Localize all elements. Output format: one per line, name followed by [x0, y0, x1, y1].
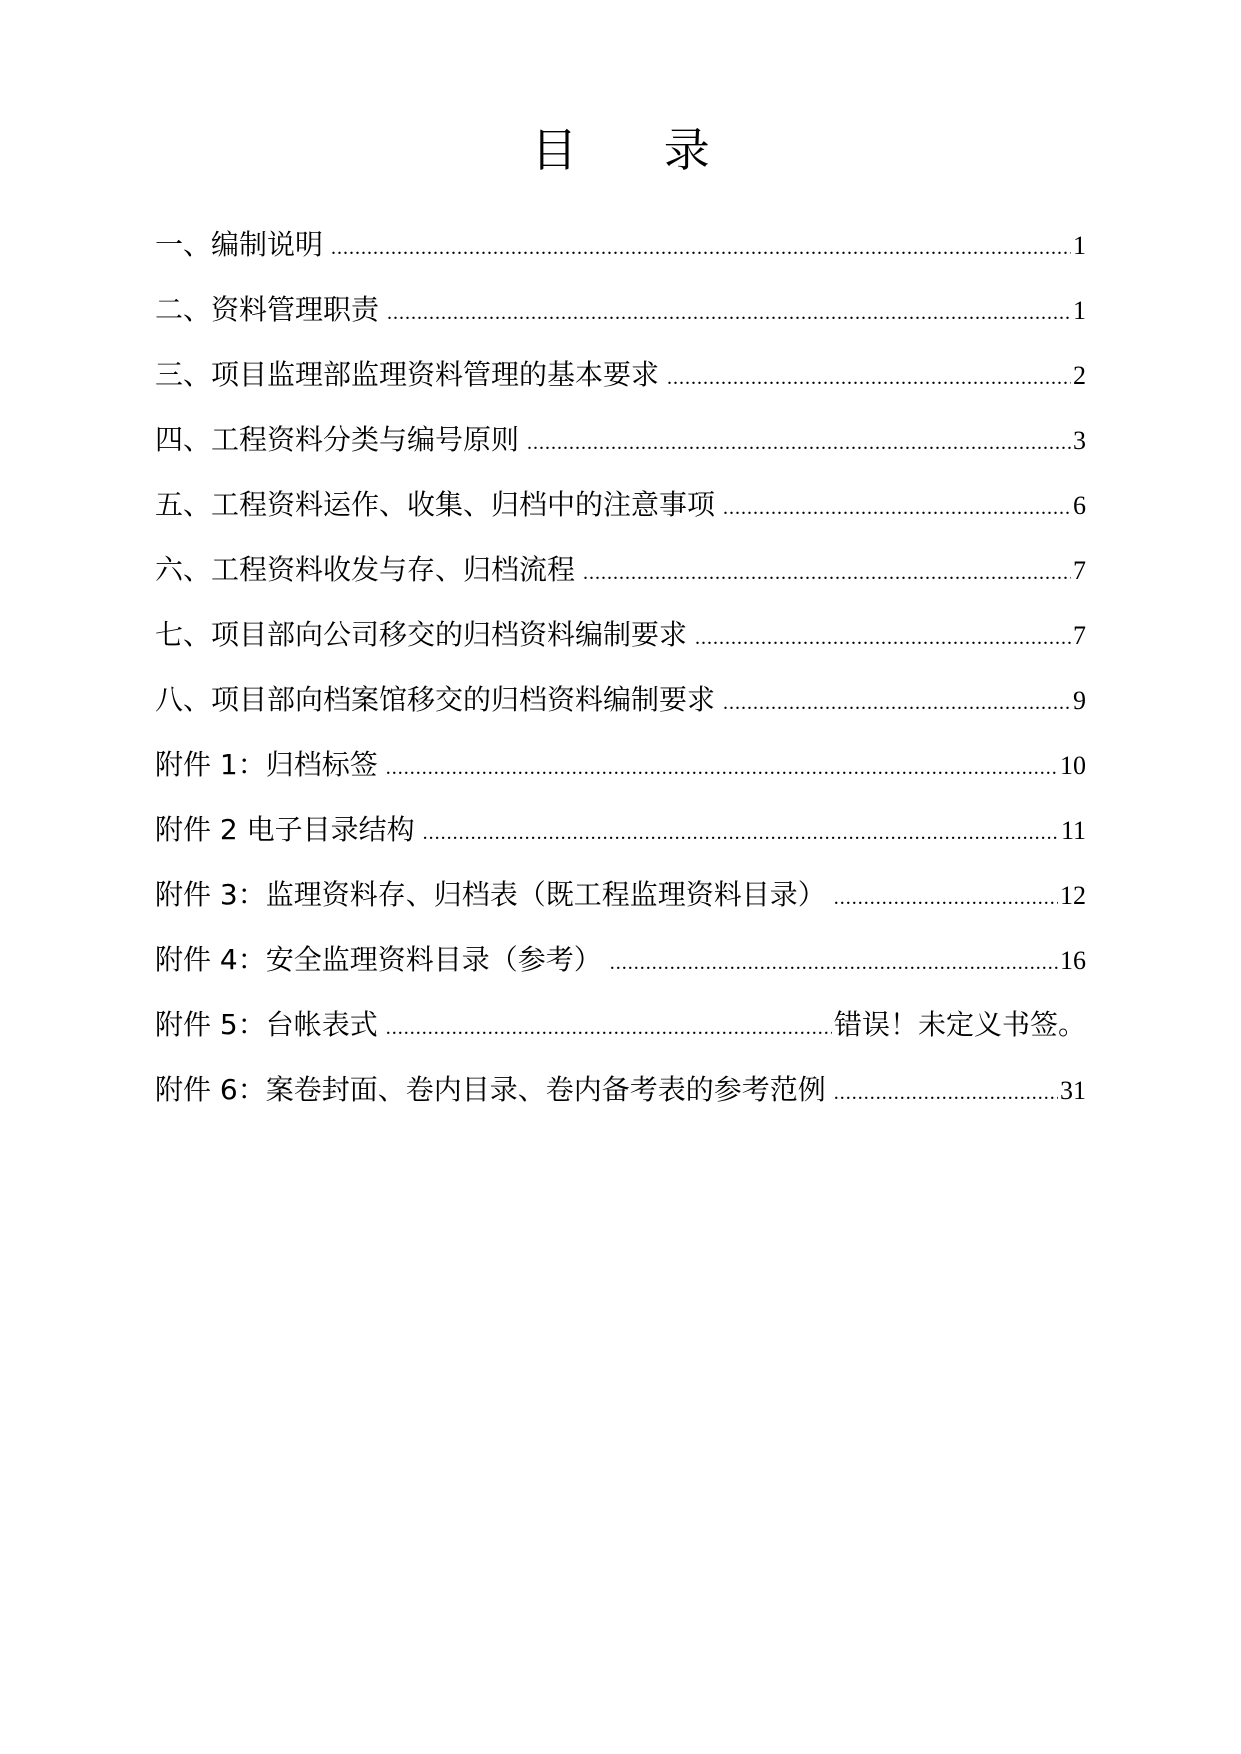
toc-page-number: 10 — [1060, 751, 1086, 780]
toc-entry-2[interactable] — [155, 290, 1086, 355]
toc-entry-text: 二、资料管理职责 — [155, 293, 380, 326]
toc-entry-text: 八、项目部向档案馆移交的归档资料编制要求 — [155, 683, 716, 716]
toc-dot-leader — [386, 748, 1058, 788]
toc-entry-text: 附件 6：案卷封面、卷内目录、卷内备考表的参考范例 — [155, 1073, 826, 1106]
toc-entry-7[interactable] — [155, 615, 1086, 680]
toc-dot-leader — [423, 813, 1059, 853]
toc-entry-text: 附件 4：安全监理资料目录（参考） — [155, 943, 602, 976]
toc-page-number: 6 — [1073, 491, 1086, 520]
toc-dot-leader — [667, 358, 1071, 398]
toc-entry-1[interactable] — [155, 225, 1086, 290]
toc-page-number: 1 — [1073, 296, 1086, 325]
toc-entry-text: 附件 2 电子目录结构 — [155, 813, 415, 846]
toc-page-number: 3 — [1073, 426, 1086, 455]
toc-entry-12[interactable] — [155, 940, 1086, 1005]
toc-entry-10[interactable] — [155, 810, 1086, 875]
toc-entry-text: 附件 1：归档标签 — [155, 748, 378, 781]
toc-dot-leader — [331, 228, 1071, 268]
toc-entry-14[interactable] — [155, 1070, 1086, 1135]
toc-entry-3[interactable] — [155, 355, 1086, 420]
toc-page-number: 31 — [1060, 1076, 1086, 1105]
toc-entry-text: 四、工程资料分类与编号原则 — [155, 423, 520, 456]
toc-entry-text: 七、项目部向公司移交的归档资料编制要求 — [155, 618, 688, 651]
toc-entry-11[interactable] — [155, 875, 1086, 940]
toc-page-number: 11 — [1060, 816, 1086, 845]
toc-page-number: 7 — [1073, 621, 1086, 650]
toc-dot-leader — [583, 553, 1071, 593]
toc-dot-leader — [723, 488, 1071, 528]
toc-dot-leader — [723, 683, 1071, 723]
toc-page-number: 1 — [1073, 231, 1086, 260]
toc-page-number: 2 — [1073, 361, 1086, 390]
toc-entry-text: 五、工程资料运作、收集、归档中的注意事项 — [155, 488, 716, 521]
toc-entry-13[interactable] — [155, 1005, 1086, 1070]
toc-entry-text: 三、项目监理部监理资料管理的基本要求 — [155, 358, 660, 391]
toc-entry-8[interactable] — [155, 680, 1086, 745]
toc-entry-6[interactable] — [155, 550, 1086, 615]
toc-dot-leader — [834, 1073, 1058, 1113]
toc-entry-5[interactable] — [155, 485, 1086, 550]
toc-entry-text: 一、编制说明 — [155, 228, 324, 261]
toc-title: 目 录 — [531, 123, 746, 177]
toc-page-number: 7 — [1073, 556, 1086, 585]
toc-page-number: 9 — [1073, 686, 1086, 715]
toc-page-number-error: 错误！未定义书签。 — [833, 1008, 1086, 1041]
toc-entry-4[interactable] — [155, 420, 1086, 485]
toc-dot-leader — [834, 878, 1058, 918]
toc-entry-9[interactable] — [155, 745, 1086, 810]
toc-entry-text: 六、工程资料收发与存、归档流程 — [155, 553, 576, 586]
toc-page-number: 12 — [1060, 881, 1086, 910]
toc-page-number: 16 — [1060, 946, 1086, 975]
toc-entry-text: 附件 5：台帐表式 — [155, 1008, 378, 1041]
toc-entry-text: 附件 3：监理资料存、归档表（既工程监理资料目录） — [155, 878, 826, 911]
toc-dot-leader — [386, 1008, 832, 1048]
toc-dot-leader — [695, 618, 1071, 658]
toc-dot-leader — [610, 943, 1058, 983]
toc-list — [155, 225, 1086, 1135]
toc-dot-leader — [527, 423, 1071, 463]
toc-dot-leader — [387, 293, 1071, 333]
